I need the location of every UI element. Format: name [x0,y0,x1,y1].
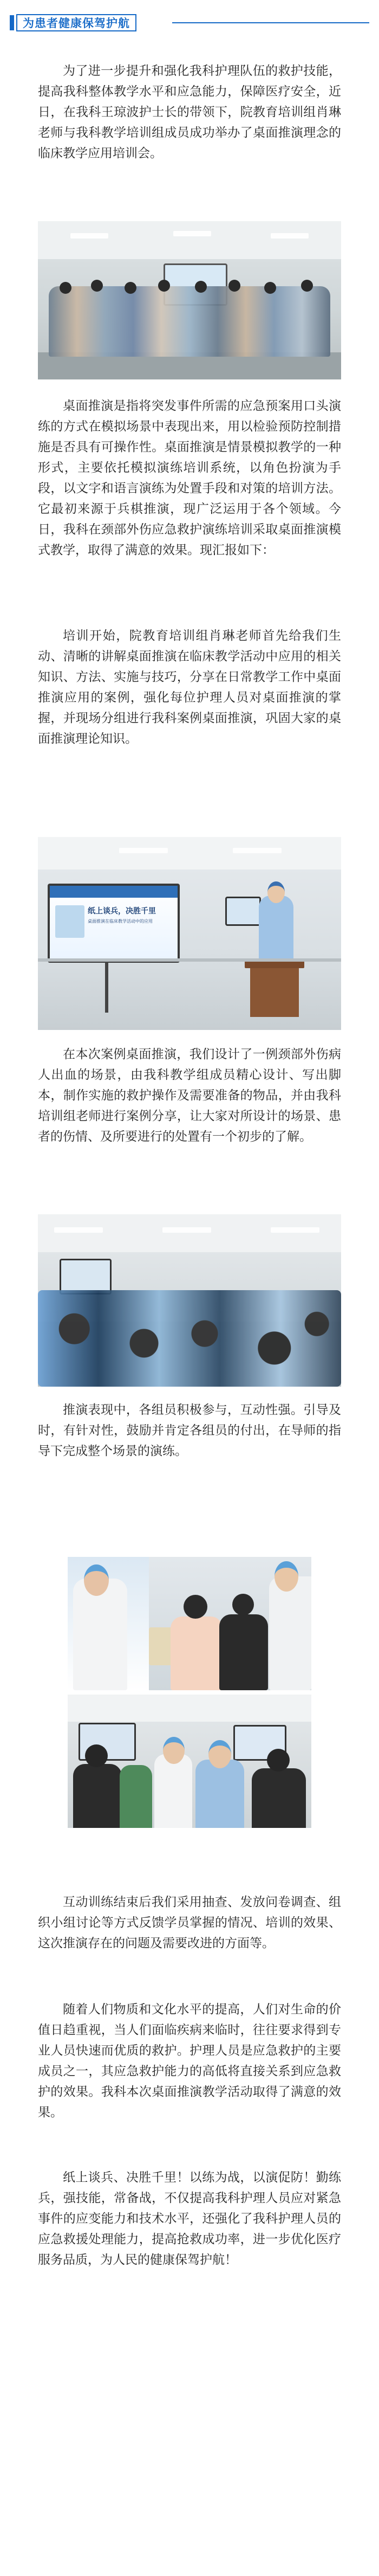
section-header [10,10,369,35]
paragraph-intro: 为了进一步提升和强化我科护理队伍的救护技能，提高我科整体教学水平和应急能力，保障医疗安全，近日，在我科王琼波护士长的带领下，院教育培训组肖琳老师与我科教学培训组成员成功举办了桌面推演理念的临床教学应用培训会。 [38,64,341,160]
header-title-box [16,14,136,31]
header-accent-bar [10,15,14,30]
paragraph-closing: 纸上谈兵、决胜千里！以练为战，以演促防！勤练兵，强技能，常备战，不仅提高我科护理人员应对紧急事件的应变能力和技术水平，还强化了我科护理人员的应急救援处理能力，提高抢救成功率，进一步优化医疗服务品质，为人民的健康保驾护航！ [38,2171,341,2267]
header-title: 为患者健康保驾护航 [23,17,130,30]
paragraph-performance: 推演表现中，各组员积极参与，互动性强。引导及时，有针对性，鼓励并肯定各组员的付出，在导师的指导下完成整个场景的演练。 [38,1403,341,1458]
paragraph-case: 在本次案例桌面推演，我们设计了一例颈部外伤病人出血的场景，由我科教学组成员精心设计、写出脚本，制作实施的救护操作及需要准备的物品，并由我科培训组老师进行案例分享，让大家对所设计的场景、患者的伤情、及所要进行的处置有一个初步的了解。 [38,1047,341,1144]
header-rule [172,22,369,23]
presentation-screen [48,884,180,963]
photo-lecture [38,837,341,1030]
photo-drill-top [68,1557,311,1690]
photo-group [38,221,341,379]
paragraph-feedback: 互动训练结束后我们采用抽查、发放问卷调查、组织小组讨论等方式反馈学员掌握的情况、培训的效果、这次推演存在的问题及需要改进的方面等。 [38,1895,341,1950]
paragraph-definition: 桌面推演是指将突发事件所需的应急预案用口头演练的方式在模拟场景中表现出来，用以检验预防控制措施是否具有可操作性。桌面推演是情景模拟教学的一种形式，主要依托模拟演练培训系统，以角色扮演为手段，以文字和语言演练为处置手段和对策的培训方法。它最初来源于兵棋推演，现广泛运用于各个领域。今日，我科在颈部外伤应急救护演练培训采取桌面推演模式教学，取得了满意的效果。现汇报如下： [38,399,341,557]
photo-audience [38,1214,341,1387]
photo-drill-bottom [68,1695,311,1828]
paragraph-training: 培训开始，院教育培训组肖琳老师首先给我们生动、清晰的讲解桌面推演在临床教学活动中应用的相关知识、方法、实施与技巧，分享在日常教学工作中桌面推演应用的案例，强化每位护理人员对桌面推演的掌握，并现场分组进行我科案例桌面推演，巩固大家的桌面推演理论知识。 [38,629,341,746]
slide-subtitle: 桌面推演在临床教学活动中的应用 [88,919,153,924]
slide-title: 纸上谈兵，决胜千里 [88,907,156,916]
paragraph-significance: 随着人们物质和文化水平的提高，人们对生命的价值日趋重视，当人们面临疾病来临时，往往要求得到专业人员快速而优质的救护。护理人员是应急救护的主要成员之一，其应急救护能力的高低将直接关系到应急救护的效果。我科本次桌面推演教学活动取得了满意的效果。 [38,2002,341,2120]
